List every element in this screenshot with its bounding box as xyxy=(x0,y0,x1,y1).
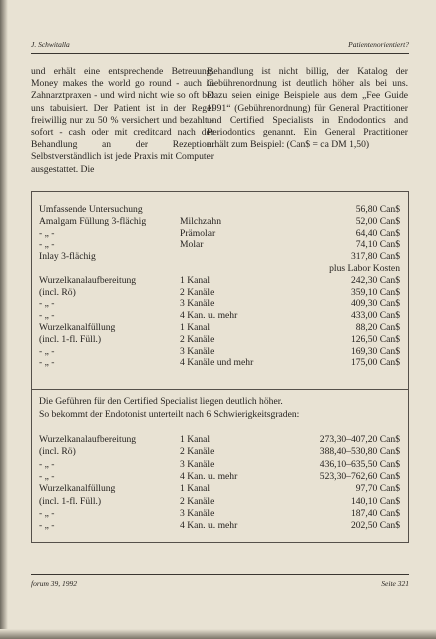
fee-label: - „ - xyxy=(39,298,55,310)
fee-detail: 4 Kanäle und mehr xyxy=(180,357,254,369)
fee-detail: 2 Kanäle xyxy=(180,446,215,458)
table-divider xyxy=(32,389,408,390)
fee-label: - „ - xyxy=(39,520,55,532)
fee-row xyxy=(32,520,408,532)
fee-price: 523,30–762,60 Can$ xyxy=(319,470,400,482)
fee-price: 74,10 Can$ xyxy=(355,239,400,251)
page-bottom-shadow xyxy=(0,629,436,639)
fee-label: (incl. 1-fl. Füll.) xyxy=(39,333,102,345)
fee-row xyxy=(32,459,408,471)
fee-row xyxy=(32,204,408,216)
fee-label: Wurzelkanalfüllung xyxy=(39,322,116,333)
fee-row xyxy=(32,310,408,322)
fee-row xyxy=(32,334,408,346)
footer-rule xyxy=(31,574,409,575)
fee-row xyxy=(32,298,408,310)
fee-label: - „ - xyxy=(39,458,55,470)
fee-price: 56,80 Can$ xyxy=(355,204,400,215)
fee-price: 388,40–530,80 Can$ xyxy=(319,446,400,458)
fee-label: - „ - xyxy=(39,227,55,239)
fee-row xyxy=(32,287,408,299)
fee-price: 273,30–407,20 Can$ xyxy=(319,434,400,445)
fee-detail: Milchzahn xyxy=(180,215,222,227)
fee-label: - „ - xyxy=(39,507,55,519)
specialist-note-line-2: So bekommt der Endotonist unterteilt nach 6 Schwierigkeitsgraden: xyxy=(39,408,300,420)
fee-label: - „ - xyxy=(39,345,55,357)
paragraph-right: Behandlung ist nicht billig, der Katalog der Gebührenordnung ist deutlich höher als bei uns. Dazu seien einige Beispiele aus dem „Fee Guide 1991“ (Gebührenordnung) für General Practitioner und Certified Specialists in Endodontics and Periodontics genannt. Ein General Practitioner erhält zum Beispiel: (Can$ = ca DM 1,50) xyxy=(207,66,408,151)
fee-price: 202,50 Can$ xyxy=(350,520,400,532)
fee-detail: 1 Kanal xyxy=(180,274,211,286)
fee-price: 97,70 Can$ xyxy=(355,483,400,495)
fee-detail: Molar xyxy=(180,239,204,251)
fee-price: 317,80 Can$ xyxy=(350,251,400,263)
fee-price: 126,50 Can$ xyxy=(350,333,400,345)
fee-price: 64,40 Can$ xyxy=(355,227,400,239)
fee-row xyxy=(32,483,408,495)
fee-label: Wurzelkanalaufbereitung xyxy=(39,434,137,445)
fee-row xyxy=(32,446,408,458)
fee-price: 436,10–635,50 Can$ xyxy=(319,458,400,470)
fee-price: 88,20 Can$ xyxy=(355,322,400,333)
fee-price: 175,00 Can$ xyxy=(350,357,400,369)
fee-detail: 4 Kan. u. mehr xyxy=(180,470,238,482)
fee-row xyxy=(32,239,408,251)
binding-shadow xyxy=(0,0,8,639)
fee-label: Umfassende Untersuchung xyxy=(39,204,143,215)
fee-row xyxy=(32,357,408,369)
footer-journal: forum 39, 1992 xyxy=(31,579,78,588)
fee-detail: 1 Kanal xyxy=(180,483,211,495)
fee-row xyxy=(32,434,408,446)
fee-price: 359,10 Can$ xyxy=(350,286,400,298)
fee-label: - „ - xyxy=(39,357,55,369)
fee-price: 140,10 Can$ xyxy=(350,495,400,507)
fee-label: - „ - xyxy=(39,310,55,322)
text-column-right xyxy=(207,66,408,151)
fee-detail: 4 Kan. u. mehr xyxy=(180,520,238,532)
fee-detail: 3 Kanäle xyxy=(180,507,215,519)
fee-price: 242,30 Can$ xyxy=(350,274,400,286)
fee-price: 169,30 Can$ xyxy=(350,345,400,357)
fee-detail: Prämolar xyxy=(180,227,216,239)
fee-label: Amalgam Füllung 3-flächig xyxy=(39,215,147,227)
fee-row xyxy=(32,216,408,228)
fee-row xyxy=(32,228,408,240)
fee-row xyxy=(32,508,408,520)
fee-label: Wurzelkanalfüllung xyxy=(39,483,116,495)
fee-detail: 1 Kanal xyxy=(180,322,211,333)
footer-page-number: Seite 321 xyxy=(381,579,409,588)
fee-label: Wurzelkanalaufbereitung xyxy=(39,274,137,286)
header-author: J. Schwitalla xyxy=(31,40,70,49)
fee-label: (incl. 1-fl. Füll.) xyxy=(39,495,102,507)
paragraph-left: und erhält eine entsprechende Betreuung. Money makes the world go round - auch in Zahnarztpraxen - und wird nicht wie so oft bei uns tabuisiert. Der Patient ist in der Regel freiwillig nur zu 50 % versichert und bezahlt - sofort - cash oder mit creditcard nach der Behandlung an der Rezeption. Selbstverständlich ist jede Praxis mit Computer ausgestattet. Die xyxy=(31,66,214,175)
fee-label: - „ - xyxy=(39,470,55,482)
text-column-left xyxy=(31,66,214,176)
fee-detail: 2 Kanäle xyxy=(180,333,215,345)
fee-row xyxy=(32,263,408,275)
fee-row xyxy=(32,346,408,358)
fee-price: 409,30 Can$ xyxy=(350,298,400,310)
fee-label: (incl. Rö) xyxy=(39,446,76,458)
fee-detail: 2 Kanäle xyxy=(180,286,215,298)
header-title: Patientenorientiert? xyxy=(348,40,409,49)
fee-price: plus Labor Kosten xyxy=(329,263,400,274)
fee-detail: 3 Kanäle xyxy=(180,298,215,310)
fee-detail: 3 Kanäle xyxy=(180,345,215,357)
fee-table-box xyxy=(31,191,409,543)
header-rule xyxy=(31,53,409,54)
fee-detail: 2 Kanäle xyxy=(180,495,215,507)
fee-row xyxy=(32,322,408,334)
fee-label: Inlay 3-flächig xyxy=(39,251,96,263)
specialist-note-line-1: Die Geführen für den Certified Specialist liegen deutlich höher. xyxy=(39,396,283,407)
fee-row xyxy=(32,471,408,483)
fee-detail: 3 Kanäle xyxy=(180,458,215,470)
fee-price: 433,00 Can$ xyxy=(350,310,400,322)
fee-detail: 4 Kan. u. mehr xyxy=(180,310,238,322)
fee-row xyxy=(32,251,408,263)
fee-label: (incl. Rö) xyxy=(39,286,76,298)
fee-detail: 1 Kanal xyxy=(180,434,211,445)
running-header xyxy=(31,40,409,49)
fee-row xyxy=(32,275,408,287)
running-footer xyxy=(31,579,409,588)
fee-price: 52,00 Can$ xyxy=(355,215,400,227)
fee-price: 187,40 Can$ xyxy=(350,507,400,519)
fee-label: - „ - xyxy=(39,239,55,251)
fee-row xyxy=(32,496,408,508)
